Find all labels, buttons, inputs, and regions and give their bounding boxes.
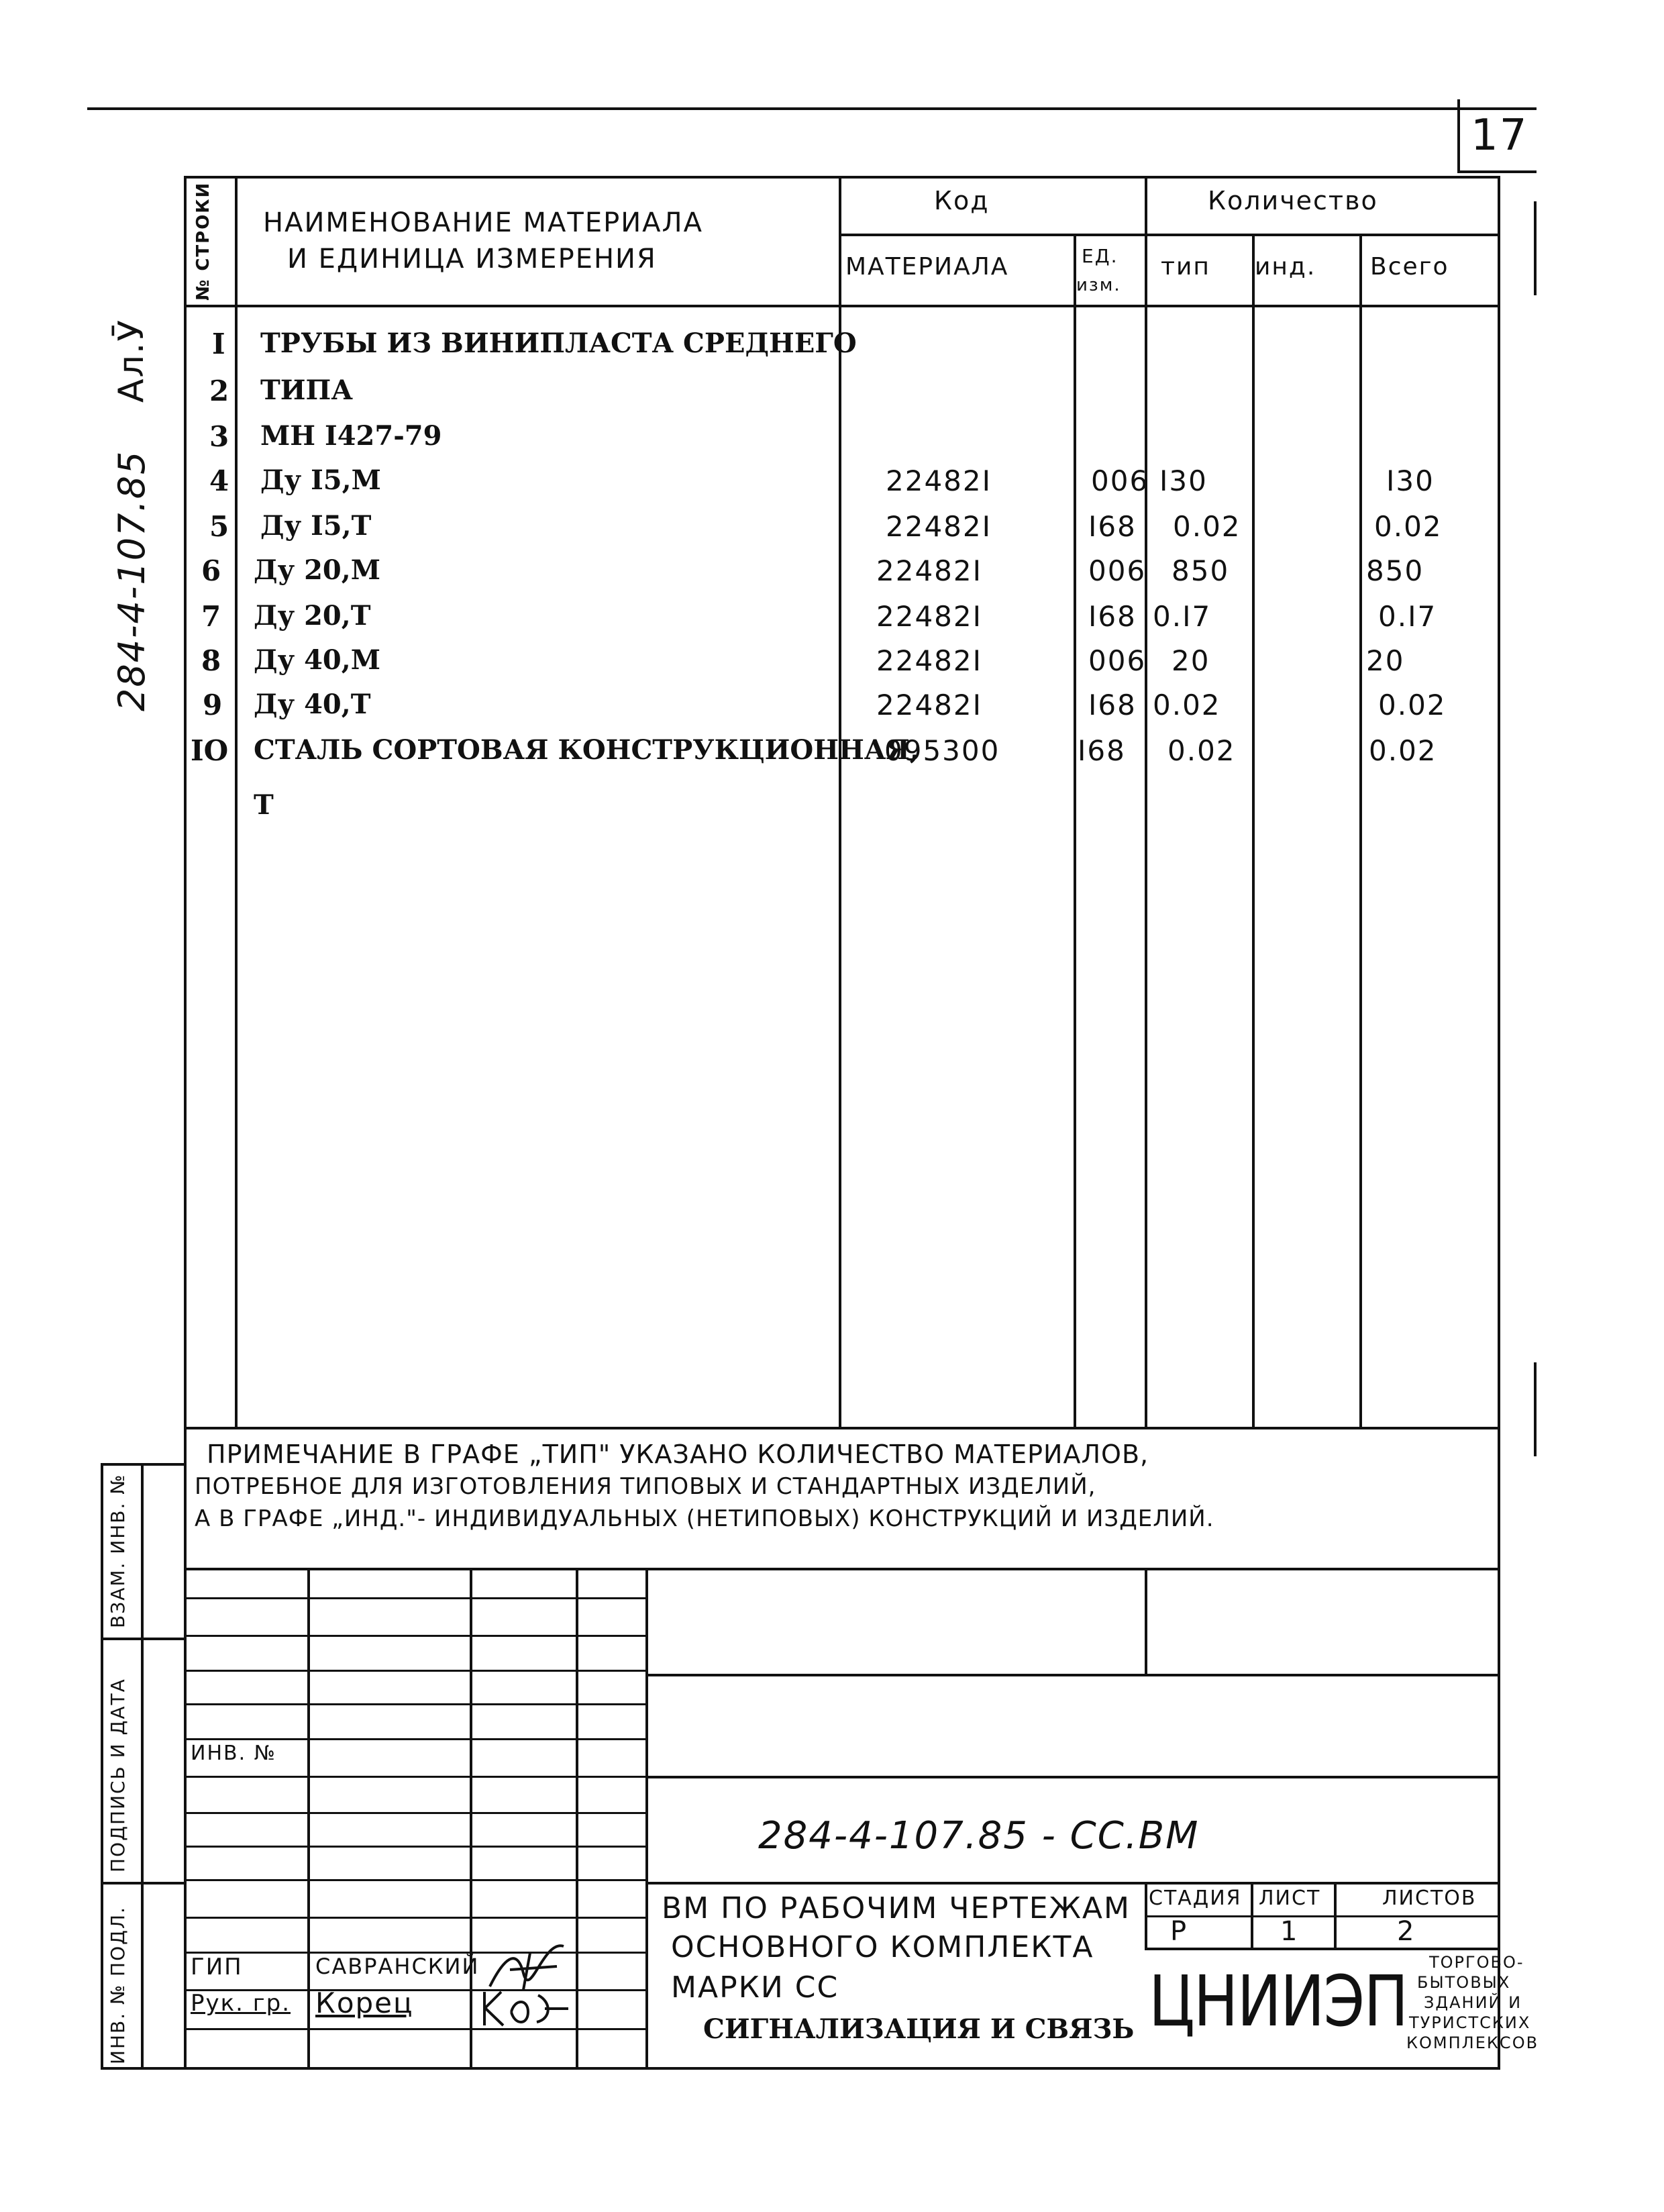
ruk-role: Рук. гр. xyxy=(191,1990,291,2017)
row-number: IO xyxy=(191,734,229,767)
row-material-code: 095300 xyxy=(884,734,1000,767)
organization-logo: ЦНИИЭП xyxy=(1149,1960,1408,2042)
stage-row xyxy=(1145,1915,1500,1917)
title-desc-line: ВМ ПО РАБОЧИМ ЧЕРТЕЖАМ xyxy=(662,1891,1131,1925)
header-name: НАИМЕНОВАНИЕ МАТЕРИАЛА xyxy=(263,207,703,238)
tb-row xyxy=(645,1882,1500,1884)
row-number: 5 xyxy=(209,510,229,543)
row-qty-total: 850 xyxy=(1366,554,1424,587)
row-qty-tip: 0.02 xyxy=(1173,510,1241,543)
row-qty-tip: 0.I7 xyxy=(1153,600,1212,633)
row-name: Ду I5,М xyxy=(260,464,381,496)
side-label-inv-podl: ИНВ. № ПОДЛ. xyxy=(107,1906,129,2064)
row-number: 3 xyxy=(209,420,229,453)
side-column-divider xyxy=(101,1882,184,1884)
top-border-line xyxy=(87,107,1537,110)
header-bottom-line xyxy=(184,305,1500,307)
document-code: 284-4-107.85 - СС.ВМ xyxy=(758,1814,1200,1858)
gip-role: ГИП xyxy=(191,1954,243,1980)
sig-row xyxy=(184,1738,647,1740)
row-material-code: 22482I xyxy=(876,644,982,677)
header-unit-izm: изм. xyxy=(1076,275,1121,295)
sig-row xyxy=(184,1812,647,1814)
row-material-code: 22482I xyxy=(876,689,982,721)
row-name: Ду I5,Т xyxy=(260,510,372,542)
row-unit-code: I68 xyxy=(1088,689,1137,721)
sig-row xyxy=(184,1703,647,1705)
organization-name-line: ЗДАНИЙ И xyxy=(1424,1993,1522,2012)
row-material-code: 22482I xyxy=(886,464,992,497)
page-number-box-bottom xyxy=(1457,170,1537,173)
signature-savransky xyxy=(483,1933,577,1993)
title-desc-line: ОСНОВНОГО КОМПЛЕКТА xyxy=(671,1930,1094,1964)
margin-album-label: Ал.Ӯ xyxy=(111,318,152,403)
row-name: СТАЛЬ СОРТОВАЯ КОНСТРУКЦИОННАЯ, xyxy=(254,734,919,766)
side-column-left xyxy=(101,1463,103,2070)
row-number: 4 xyxy=(209,464,229,497)
row-number: I xyxy=(212,328,225,360)
page-number: 17 xyxy=(1471,111,1528,160)
organization-name-line: КОМПЛЕКСОВ xyxy=(1406,2033,1539,2052)
row-qty-tip: 0.02 xyxy=(1153,689,1221,721)
header-unit-ed: ЕД. xyxy=(1082,245,1119,267)
tb-col xyxy=(1145,1568,1147,1675)
table-border-top xyxy=(184,176,1500,179)
row-name: Ду 20,М xyxy=(254,554,380,586)
sig-row xyxy=(184,1670,647,1672)
header-quantity: Количество xyxy=(1208,186,1378,215)
row-qty-tip: 0.02 xyxy=(1167,734,1236,767)
stage-label: СТАДИЯ xyxy=(1149,1887,1242,1910)
row-number: 7 xyxy=(201,600,221,633)
row-qty-total: 20 xyxy=(1366,644,1405,677)
header-divider-code-qty xyxy=(839,234,1499,236)
row-name: Ду 20,Т xyxy=(254,600,371,632)
row-material-code: 22482I xyxy=(876,554,982,587)
col-divider-name xyxy=(839,176,841,1428)
row-qty-total: 0.I7 xyxy=(1378,600,1437,633)
header-unit: И ЕДИНИЦА ИЗМЕРЕНИЯ xyxy=(287,244,657,274)
sig-row xyxy=(184,1846,647,1848)
inv-number-label: ИНВ. № xyxy=(191,1742,276,1765)
row-qty-total: 0.02 xyxy=(1374,510,1443,543)
row-name: МН I427-79 xyxy=(260,420,442,452)
sig-col xyxy=(307,1568,310,2068)
sig-row xyxy=(184,1879,647,1881)
row-qty-total: I30 xyxy=(1386,464,1435,497)
sheet-value: 1 xyxy=(1280,1916,1299,1947)
row-qty-tip: 850 xyxy=(1172,554,1230,587)
col-divider-tip xyxy=(1252,234,1255,1428)
row-material-code: 22482I xyxy=(886,510,992,543)
title-desc-line: МАРКИ СС xyxy=(671,1970,839,2005)
side-label-vzam: ВЗАМ. ИНВ. № xyxy=(107,1473,129,1628)
ruk-name: Корец xyxy=(315,1987,414,2019)
title-desc-line: СИГНАЛИЗАЦИЯ И СВЯЗЬ xyxy=(703,2013,1135,2045)
signature-korets xyxy=(478,1985,578,2032)
row-unit-code: 006 xyxy=(1088,644,1147,677)
sig-col xyxy=(645,1568,648,2068)
organization-name-line: ТОРГОВО- xyxy=(1429,1953,1524,1972)
side-column-mid xyxy=(141,1463,144,2070)
note-line: ПРИМЕЧАНИЕ В ГРАФЕ „ТИП" УКАЗАНО КОЛИЧЕСТВО МАТЕРИАЛОВ, xyxy=(207,1440,1149,1469)
header-code: Код xyxy=(934,186,990,215)
col-divider-unit xyxy=(1145,176,1147,1428)
organization-name-line: ТУРИСТСКИХ xyxy=(1409,2013,1531,2032)
sheets-label: ЛИСТОВ xyxy=(1382,1887,1477,1910)
side-label-podpis: ПОДПИСЬ И ДАТА xyxy=(107,1678,129,1872)
table-border-left xyxy=(184,176,187,2070)
header-total: Всего xyxy=(1370,253,1449,281)
stage-row xyxy=(1145,1948,1500,1950)
row-unit-code: 006 xyxy=(1088,554,1147,587)
row-number: 9 xyxy=(203,689,223,721)
row-name: Ду 40,Т xyxy=(254,689,371,720)
row-number: 8 xyxy=(201,644,221,677)
row-qty-tip: I30 xyxy=(1159,464,1208,497)
row-name: ТИПА xyxy=(260,374,353,406)
tb-row xyxy=(645,1776,1500,1778)
row-qty-tip: 20 xyxy=(1172,644,1210,677)
row-name: Т xyxy=(254,789,274,821)
table-bottom xyxy=(101,2067,1500,2070)
col-divider-material xyxy=(1074,234,1076,1428)
row-unit-code: 006 xyxy=(1091,464,1149,497)
table-border-right xyxy=(1498,176,1500,2070)
col-divider-rownum xyxy=(235,176,238,1428)
gip-name: САВРАНСКИЙ xyxy=(315,1954,480,1979)
header-tip: тип xyxy=(1161,253,1210,281)
sig-row xyxy=(184,1776,647,1778)
sheets-value: 2 xyxy=(1397,1916,1416,1947)
header-row-number: № СТРОКИ xyxy=(193,181,213,301)
sig-row xyxy=(184,1597,647,1599)
organization-name-line: БЫТОВЫХ xyxy=(1417,1973,1511,1992)
row-material-code: 22482I xyxy=(876,600,982,633)
tb-row xyxy=(645,1674,1500,1676)
right-margin-mark xyxy=(1534,1362,1537,1456)
row-number: 2 xyxy=(209,374,229,407)
margin-document-code: 284-4-107.85 xyxy=(111,450,153,711)
header-material: МАТЕРИАЛА xyxy=(845,253,1009,281)
stage-value: Р xyxy=(1170,1916,1188,1947)
row-unit-code: I68 xyxy=(1088,600,1137,633)
row-qty-total: 0.02 xyxy=(1378,689,1447,721)
row-unit-code: I68 xyxy=(1088,510,1137,543)
col-divider-ind xyxy=(1359,234,1362,1428)
sig-col xyxy=(470,1568,472,2068)
note-line: А В ГРАФЕ „ИНД."- ИНДИВИДУАЛЬНЫХ (НЕТИПОВЫХ) КОНСТРУКЦИЙ И ИЗДЕЛИЙ. xyxy=(195,1505,1214,1532)
sig-row xyxy=(184,1917,647,1919)
header-ind: инд. xyxy=(1255,253,1316,281)
title-block-top xyxy=(184,1568,1500,1570)
row-number: 6 xyxy=(201,554,221,587)
row-qty-total: 0.02 xyxy=(1369,734,1437,767)
row-unit-code: I68 xyxy=(1078,734,1126,767)
note-line: ПОТРЕБНОЕ ДЛЯ ИЗГОТОВЛЕНИЯ ТИПОВЫХ И СТАНДАРТНЫХ ИЗДЕЛИЙ, xyxy=(195,1473,1096,1500)
row-name: Ду 40,М xyxy=(254,644,380,676)
side-column-top xyxy=(101,1463,184,1466)
items-bottom-line xyxy=(184,1427,1500,1429)
side-column-divider xyxy=(101,1638,184,1640)
sig-row xyxy=(184,1635,647,1637)
right-margin-mark xyxy=(1534,201,1537,295)
row-name: ТРУБЫ ИЗ ВИНИПЛАСТА СРЕДНЕГО xyxy=(260,328,857,359)
page-number-box-left xyxy=(1457,99,1460,173)
sheet-label: ЛИСТ xyxy=(1259,1887,1321,1910)
